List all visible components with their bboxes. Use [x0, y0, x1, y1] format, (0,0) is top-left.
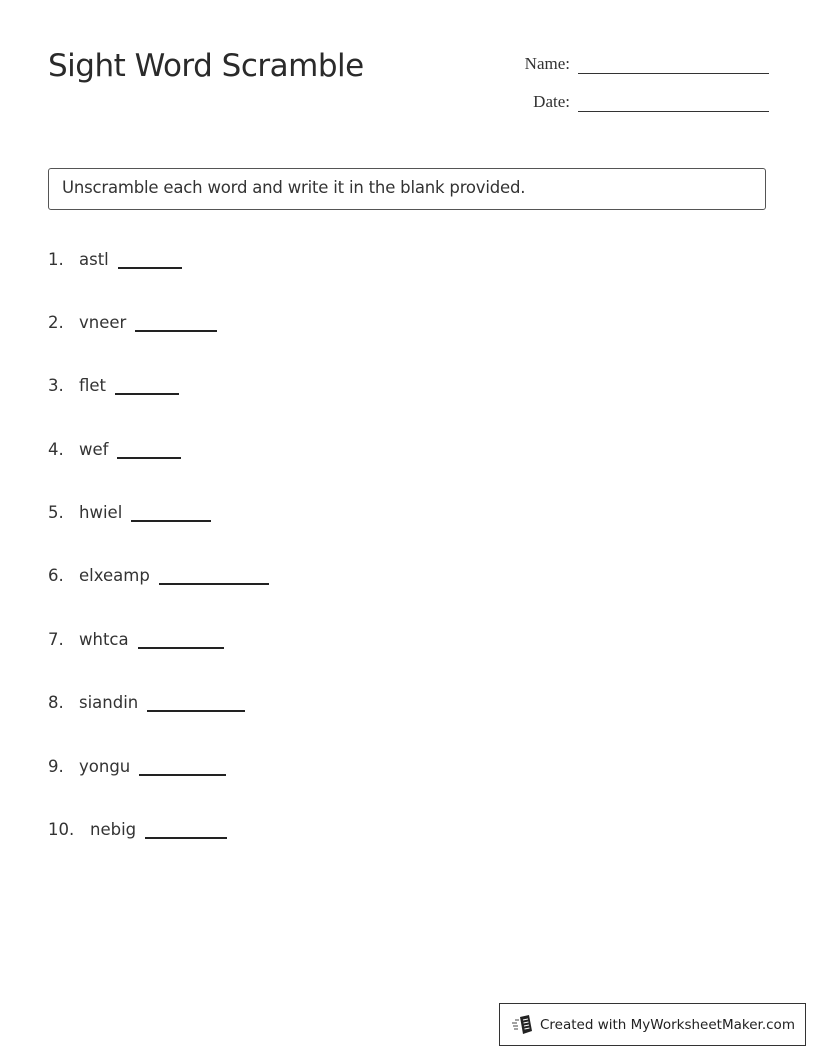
worksheet-maker-logo-icon	[512, 1015, 534, 1035]
footer-text: Created with MyWorksheetMaker.com	[540, 1016, 795, 1033]
item-number: 10.	[48, 820, 75, 839]
list-item	[48, 250, 182, 269]
list-item	[48, 757, 226, 776]
item-number: 1.	[48, 250, 64, 269]
list-item	[48, 503, 211, 522]
answer-blank[interactable]	[139, 762, 226, 776]
footer-credit[interactable]	[499, 1003, 806, 1046]
item-number: 2.	[48, 313, 64, 332]
answer-blank[interactable]	[135, 318, 217, 332]
answer-blank[interactable]	[138, 635, 224, 649]
item-number: 6.	[48, 566, 64, 585]
scrambled-word: whtca	[79, 630, 129, 649]
answer-blank[interactable]	[115, 381, 179, 395]
name-field	[510, 54, 769, 74]
answer-blank[interactable]	[145, 825, 227, 839]
page-title: Sight Word Scramble	[48, 48, 364, 84]
scrambled-word: flet	[79, 376, 107, 395]
answer-blank[interactable]	[159, 571, 269, 585]
list-item	[48, 376, 179, 395]
scrambled-word: wef	[79, 440, 109, 459]
date-blank[interactable]	[578, 93, 769, 112]
item-number: 8.	[48, 693, 64, 712]
answer-blank[interactable]	[147, 698, 245, 712]
answer-blank[interactable]	[117, 445, 181, 459]
answer-blank[interactable]	[118, 255, 182, 269]
list-item	[48, 313, 217, 332]
name-label: Name:	[524, 54, 570, 73]
date-label: Date:	[533, 92, 570, 111]
name-blank[interactable]	[578, 55, 769, 74]
item-number: 3.	[48, 376, 64, 395]
list-item	[48, 693, 245, 712]
list-item	[48, 566, 269, 585]
item-number: 4.	[48, 440, 64, 459]
item-number: 7.	[48, 630, 64, 649]
scrambled-word: yongu	[79, 757, 131, 776]
item-number: 9.	[48, 757, 64, 776]
scrambled-word: elxeamp	[79, 566, 150, 585]
list-item	[48, 440, 181, 459]
scrambled-word: hwiel	[79, 503, 123, 522]
date-field	[510, 92, 769, 112]
answer-blank[interactable]	[131, 508, 211, 522]
scrambled-word: siandin	[79, 693, 139, 712]
scrambled-word: nebig	[90, 820, 137, 839]
instructions-box: Unscramble each word and write it in the blank provided.	[48, 168, 766, 210]
scrambled-word: vneer	[79, 313, 127, 332]
list-item	[48, 820, 227, 839]
item-number: 5.	[48, 503, 64, 522]
scrambled-word: astl	[79, 250, 109, 269]
list-item	[48, 630, 224, 649]
